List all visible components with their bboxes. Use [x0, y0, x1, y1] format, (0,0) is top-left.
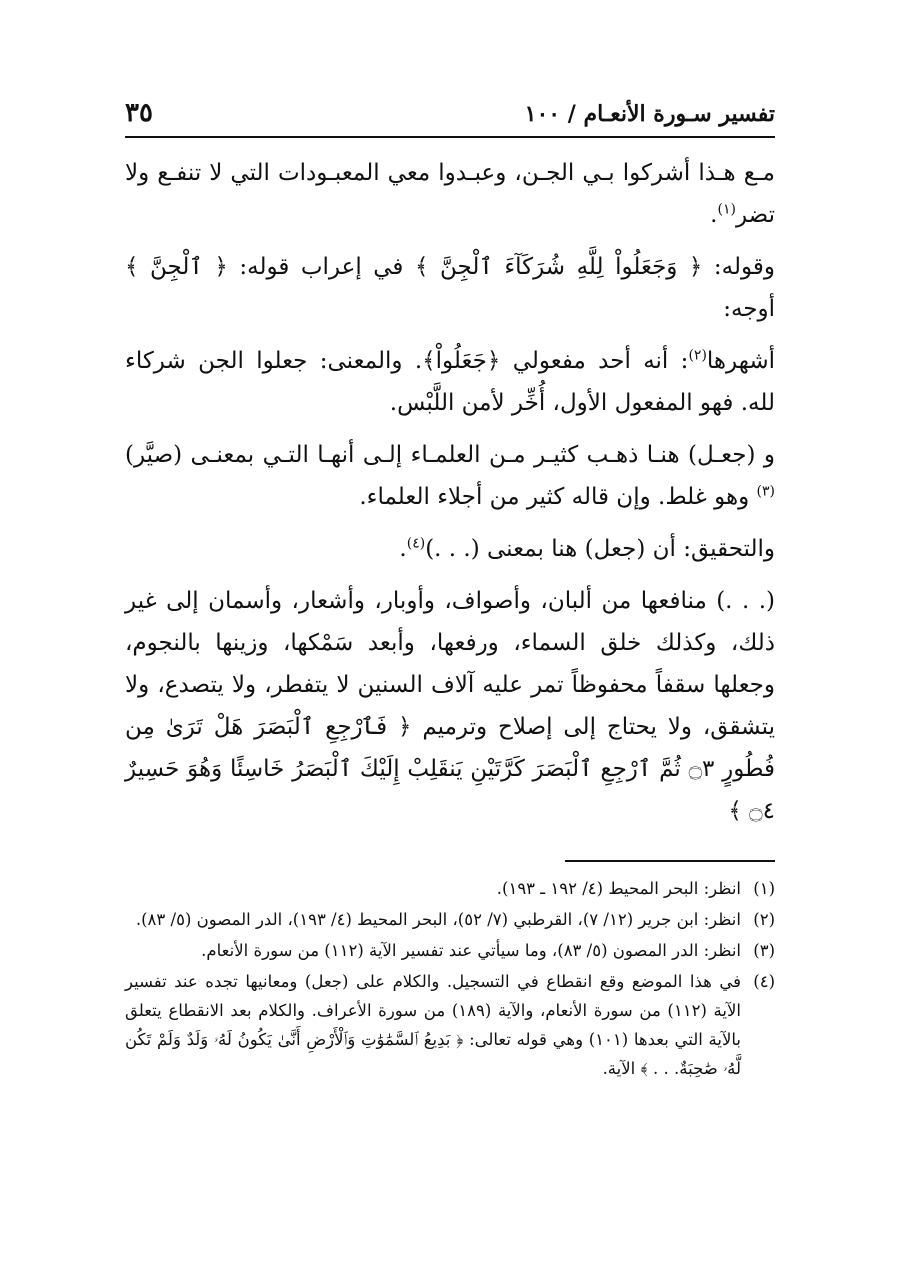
footnote-ref: (٢) — [688, 347, 707, 364]
running-title: تفسير سـورة الأنعـام / ١٠٠ — [524, 101, 775, 127]
paragraph: و (جعـل) هنـا ذهـب كثيـر مـن العلمـاء إلـى أنهـا التـي بمعنـى (صيَّر)$^{(٣)}$ وهو غلط. وإن قاله كثير من أجلاء العلماء. — [125, 442, 775, 510]
footnote-text: انظر: الدر المصون (٥/ ٨٣)، وما سيأتي عند تفسير الآية (١١٢) من سورة الأنعام. — [201, 941, 741, 960]
footnote-number: (٤) — [753, 972, 775, 991]
footnote-number: (٣) — [753, 941, 775, 960]
main-text — [125, 152, 775, 832]
paragraph: أشهرها$^{(٢)}$: أنه أحد مفعولي ﴿جَعَلُواْ﴾. والمعنى: جعلوا الجن شركاء لله. فهو المفعول الأول، أُخِّر لأمن اللَّبْس. — [125, 347, 775, 416]
footnote-ref: (٣) — [756, 483, 775, 500]
book-page — [125, 98, 775, 1085]
footnote-divider-wrap — [125, 842, 775, 874]
paragraph: (. . .) منافعها من ألبان، وأصواف، وأوبار، وأشعار، وأسمان إلى غير ذلك، وكذلك خلق السماء، ورفعها، وأبعد سَمْكها، وزينها بالنجوم، وجعلها سقفاً محفوظاً تمر عليه آلاف السنين لا يتفطر، ولا يتصدع، ولا يتشقق، ولا يحتاج إلى إصلاح وترميم ﴿ فَٱرْجِعِ ٱلْبَصَرَ هَلْ تَرَىٰ مِن فُطُورٍ ۝٣ ثُمَّ ٱرْجِعِ ٱلْبَصَرَ كَرَّتَيْنِ يَنقَلِبْ إِلَيْكَ ٱلْبَصَرُ خَاسِئًا وَهُوَ حَسِيرٌ ۝٤ ﴾ — [125, 588, 775, 824]
footnotes — [125, 874, 775, 1083]
page-header — [125, 98, 775, 138]
paragraph: وقوله: ﴿ وَجَعَلُواْ لِلَّهِ شُرَكَآءَ ٱلْجِنَّ ﴾ في إعراب قوله: ﴿ ٱلْجِنَّ ﴾ أوجه: — [125, 254, 775, 322]
paragraph: مـع هـذا أشركوا بـي الجـن، وعبـدوا معي المعبـودات التي لا تنفـع ولا تضر$^{(١)}$. — [125, 160, 775, 228]
page-number: ٣٥ — [125, 98, 153, 128]
footnote-text: انظر: البحر المحيط (٤/ ١٩٢ ـ ١٩٣). — [496, 879, 741, 898]
footnote-number: (١) — [753, 879, 775, 898]
paragraph: والتحقيق: أن (جعل) هنا بمعنى (. . .)$^{(٤)}$. — [399, 535, 775, 562]
footnote — [125, 967, 775, 1083]
footnote — [125, 905, 775, 934]
footnote-text: في هذا الموضع وقع انقطاع في التسجيل. والكلام على (جعل) ومعانيها تجده عند تفسير الآية (١١٢) من سورة الأنعام، والآية (١٨٩) من سورة الأعراف. والكلام بعد الانقطاع يتعلق بالآية التي بعدها (١٠١) وهي قوله تعالى: ﴿ بَدِيعُ ٱلسَّمَٰوَٰتِ وَٱلْأَرْضِ أَنَّىٰ يَكُونُ لَهُۥ وَلَدٌ وَلَمْ تَكُن لَّهُۥ صَٰحِبَةٌ. . . ﴾ الآية. — [125, 972, 741, 1078]
footnote — [125, 874, 775, 903]
footnote — [125, 936, 775, 965]
footnote-number: (٢) — [753, 910, 775, 929]
footnote-ref: (١) — [717, 201, 736, 218]
footnote-ref: (٤) — [406, 535, 426, 552]
footnote-divider — [565, 860, 775, 862]
footnote-text: انظر: ابن جرير (١٢/ ٧)، القرطبي (٧/ ٥٢)، البحر المحيط (٤/ ١٩٣)، الدر المصون (٥/ ٨٣). — [135, 910, 741, 929]
